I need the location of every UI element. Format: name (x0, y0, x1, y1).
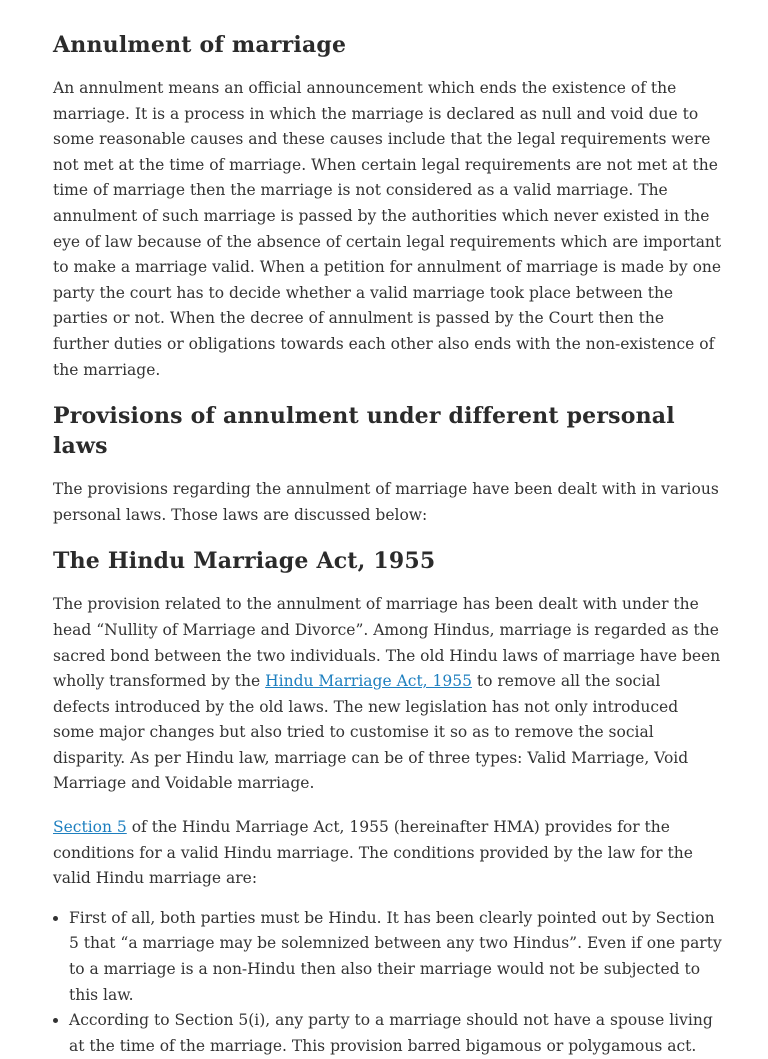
paragraph-text: The provision related to the annulment of marriage has been dealt with under the head “Nullity of Marriage and Divorce”. Among Hindus, marriage is regarded as the sacred bond between the two individuals. The old Hindu laws of marriage have been wholly transformed by the (53, 595, 721, 691)
heading-annulment-of-marriage: Annulment of marriage (53, 32, 347, 58)
paragraph-annulment: An annulment means an official announcement which ends the existence of the marriage. It is a process in which the marriage is declared as null and void due to some reasonable causes and these causes include that the legal requirements were not met at the time of marriage. When certain legal requirements are not met at the time of marriage then the marriage is not considered as a valid marriage. The annulment of such marriage is passed by the authorities which never existed in the eye of law because of the absence of certain legal requirements which are important to make a marriage valid. When a petition for annulment of marriage is made by one party the court has to decide whether a valid marriage took place between the parties or not. When the decree of annulment is passed by the Court then the further duties or obligations towards each other also ends with the non-existence of the marriage. (53, 79, 722, 379)
paragraph-hindu-marriage-act (53, 592, 722, 797)
heading-hindu-marriage-act: The Hindu Marriage Act, 1955 (53, 548, 436, 575)
hindu-marriage-act-link[interactable]: Hindu Marriage Act, 1955 (265, 672, 472, 691)
list-item: • According to Section 5(i), any party to a marriage should not have a spouse living at the time of the marriage. This provision barred bigamous or polygamous act. (69, 1008, 722, 1059)
paragraph-provisions: The provisions regarding the annulment of marriage have been dealt with in various personal laws. Those laws are discussed below: (53, 480, 719, 524)
section-5-link[interactable]: Section 5 (53, 818, 127, 837)
list-item: • First of all, both parties must be Hindu. It has been clearly pointed out by Section 5 that “a marriage may be solemnized between any two Hindus”. Even if one party to a marriage is a non-Hindu then also their marriage would not be subjected to this law. (69, 906, 722, 1008)
paragraph-text: of the Hindu Marriage Act, 1955 (hereinafter HMA) provides for the conditions for a valid Hindu marriage. The conditions provided by the law for the valid Hindu marriage are: (53, 818, 693, 888)
paragraph-section-5 (53, 815, 722, 892)
conditions-list (53, 906, 722, 1059)
paragraph-text: to remove all the social defects introduced by the old laws. The new legislation has not only introduced some major changes but also tried to customise it so as to remove the social disparity. As per Hindu law, marriage can be of three types: Valid Marriage, Void Marriage and Voidable marriage. (53, 672, 689, 793)
heading-provisions: Provisions of annulment under different personal laws (53, 403, 675, 460)
